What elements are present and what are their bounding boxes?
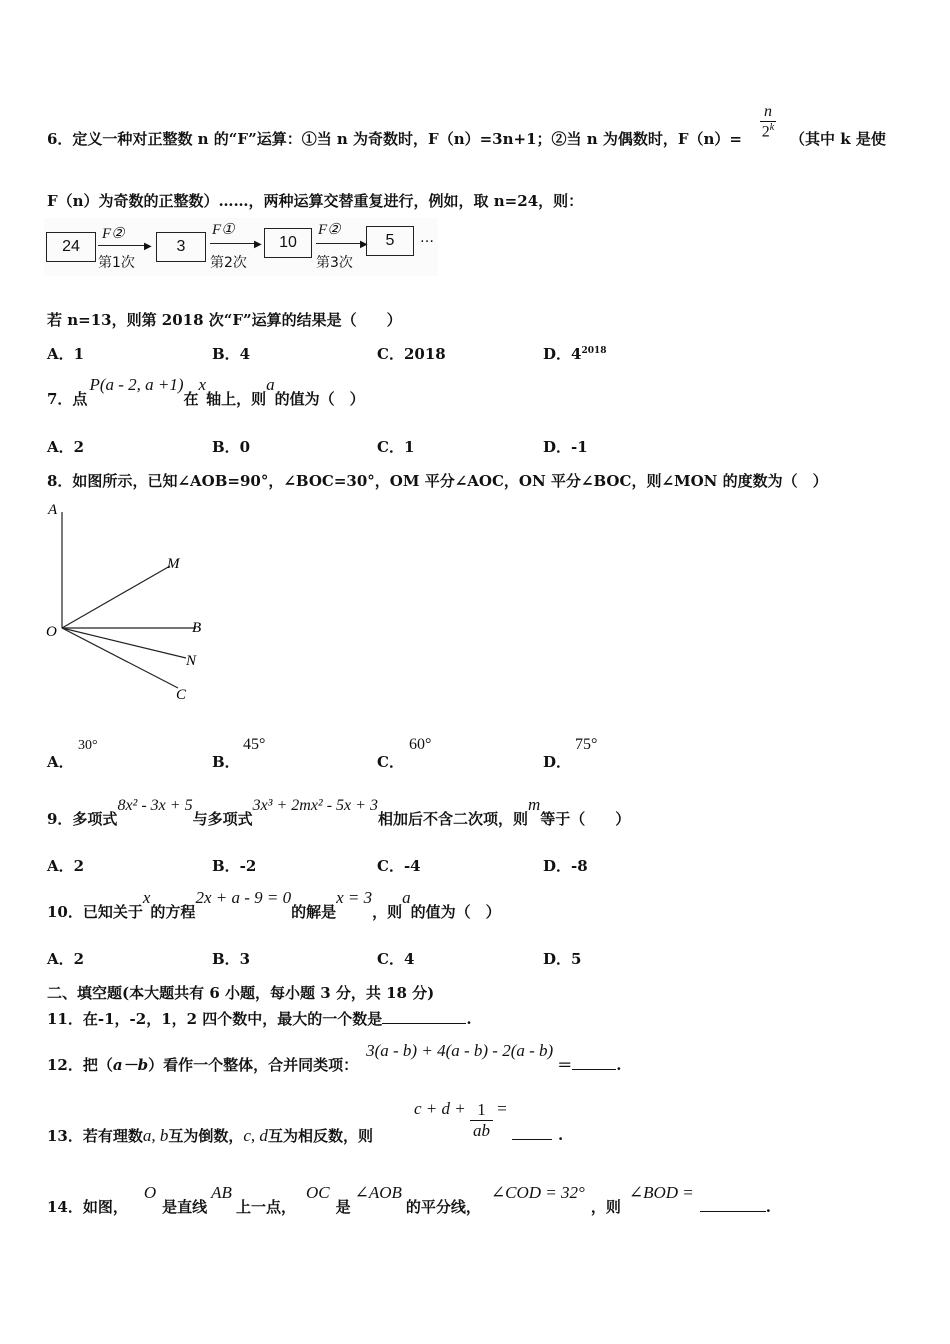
q6-line1-tail: （其中 k 是使	[790, 130, 886, 148]
q10-option-c[interactable]: C．4	[377, 950, 415, 968]
flow-box-2: 3	[156, 232, 206, 262]
q8-option-d-value: 75°	[575, 736, 598, 753]
flow-arrowhead-1: ▶	[144, 241, 152, 252]
label-o: O	[46, 624, 57, 640]
q7-option-c[interactable]: C．1	[377, 438, 415, 456]
flow-op-1: F②	[102, 226, 125, 242]
q8-option-c[interactable]: C．	[377, 753, 404, 771]
q13-stem: 13．若有理数a, b互为倒数，c, d互为相反数，则	[47, 1126, 373, 1145]
ray-om	[62, 566, 170, 628]
q7-option-a[interactable]: A．2	[47, 438, 85, 456]
ray-on	[62, 628, 186, 658]
q6-frac-num: n	[760, 103, 776, 122]
flow-arrow-2	[210, 243, 256, 244]
q8-option-b-value: 45°	[243, 736, 266, 753]
q9-option-a[interactable]: A．2	[47, 857, 85, 875]
q6-line1-text: 6．定义一种对正整数 n 的“F”运算：①当 n 为奇数时，F（n）=3n+1；②当 n 为偶数时，F（n）=	[47, 130, 742, 148]
q6-question: 若 n=13，则第 2018 次“F”运算的结果是（ ）	[47, 311, 402, 329]
flow-op-3: F②	[318, 222, 341, 238]
q11-stem: 11．在-1，-2，1，2 四个数中，最大的一个数是 .	[47, 1010, 472, 1028]
q6-option-c[interactable]: C．2018	[377, 345, 446, 363]
q8-option-b[interactable]: B．	[212, 753, 240, 771]
q14-answer-blank[interactable]	[700, 1197, 766, 1212]
q6-frac-den: 2$^k$	[761, 122, 775, 141]
q8-option-d[interactable]: D．	[543, 753, 572, 771]
q13-answer: .	[512, 1125, 563, 1144]
q7-stem: 7．点P(a - 2, a +1)在x轴上，则a的值为（ ）	[47, 375, 365, 408]
flow-arrowhead-3: ▶	[360, 239, 368, 250]
q6-option-a[interactable]: A．1	[47, 345, 85, 363]
q9-poly1: 8x² - 3x + 5	[117, 797, 193, 814]
q12-expression: 3(a - b) + 4(a - b) - 2(a - b)	[366, 1041, 554, 1060]
q6-fraction	[760, 103, 776, 141]
section-2-heading: 二、填空题(本大题共有 6 小题，每小题 3 分，共 18 分)	[47, 984, 435, 1002]
q13-answer-blank[interactable]	[512, 1125, 552, 1140]
ray-oc	[62, 628, 178, 688]
flow-step-3: 第3次	[316, 255, 353, 271]
flow-step-2: 第2次	[210, 255, 247, 271]
q7-option-b[interactable]: B．0	[212, 438, 251, 456]
q8-option-a[interactable]: A．	[47, 753, 74, 771]
q10-equation: 2x + a - 9 = 0	[195, 888, 292, 907]
q6-line1	[47, 128, 742, 149]
flow-op-2: F①	[212, 222, 235, 238]
flow-arrow-3	[316, 243, 362, 244]
label-n: N	[186, 653, 197, 669]
q10-option-b[interactable]: B．3	[212, 950, 251, 968]
q8-angle-figure	[40, 500, 220, 710]
q10-stem: 10．已知关于x的方程2x + a - 9 = 0的解是x = 3，则a的值为（ ）	[47, 888, 501, 921]
q8-stem: 8．如图所示，已知∠AOB=90°，∠BOC=30°，OM 平分∠AOC，ON 平分∠BOC，则∠MON 的度数为（ ）	[47, 472, 828, 490]
q6-line2: F（n）为奇数的正整数）……，两种运算交替重复进行，例如，取 n=24，则：	[47, 192, 584, 210]
flow-box-1: 24	[46, 232, 96, 262]
label-m: M	[167, 556, 180, 572]
q12-stem: 12．把（a－b）看作一个整体，合并同类项：3(a - b) + 4(a - b) - 2(a - b)＝ .	[47, 1041, 622, 1074]
q14-stem: 14．如图，O是直线AB上一点，OC是∠AOB的平分线，∠COD = 32°，则∠BOD =.	[47, 1183, 771, 1216]
q7-option-d[interactable]: D．-1	[543, 438, 588, 456]
q8-option-a-value: 30°	[78, 738, 98, 753]
q9-poly2: 3x³ + 2mx² - 5x + 3	[252, 797, 378, 814]
q9-stem: 9．多项式8x² - 3x + 5与多项式3x³ + 2mx² - 5x + 3相加后不含二次项，则m等于（ ）	[47, 795, 631, 828]
q13-fraction: $\frac{1}{ab}$	[470, 1100, 493, 1141]
q10-solution: x = 3	[336, 888, 373, 907]
q13-expression: c + d + $\frac{1}{ab}$ =	[414, 1099, 507, 1140]
q9-option-c[interactable]: C．-4	[377, 857, 421, 875]
q11-answer-blank[interactable]	[382, 1009, 466, 1024]
q6-option-b[interactable]: B．4	[212, 345, 251, 363]
label-b: B	[192, 620, 202, 636]
flow-ellipsis: …	[420, 230, 434, 246]
q8-option-c-value: 60°	[409, 736, 432, 753]
flow-arrow-1	[98, 245, 146, 246]
q9-option-d[interactable]: D．-8	[543, 857, 588, 875]
flow-box-3: 10	[264, 228, 312, 258]
flow-box-4: 5	[366, 226, 414, 256]
q7-point: P(a - 2, a +1)	[89, 375, 184, 394]
label-a: A	[48, 502, 58, 518]
q6-flow-diagram	[44, 218, 438, 276]
q10-option-a[interactable]: A．2	[47, 950, 85, 968]
flow-step-1: 第1次	[98, 255, 135, 271]
label-c: C	[176, 687, 187, 703]
q10-option-d[interactable]: D．5	[543, 950, 582, 968]
q12-answer-blank[interactable]	[572, 1055, 616, 1070]
q6-option-d[interactable]: D．$4^{2018}$	[543, 345, 607, 363]
q9-option-b[interactable]: B．-2	[212, 857, 257, 875]
flow-arrowhead-2: ▶	[254, 239, 262, 250]
